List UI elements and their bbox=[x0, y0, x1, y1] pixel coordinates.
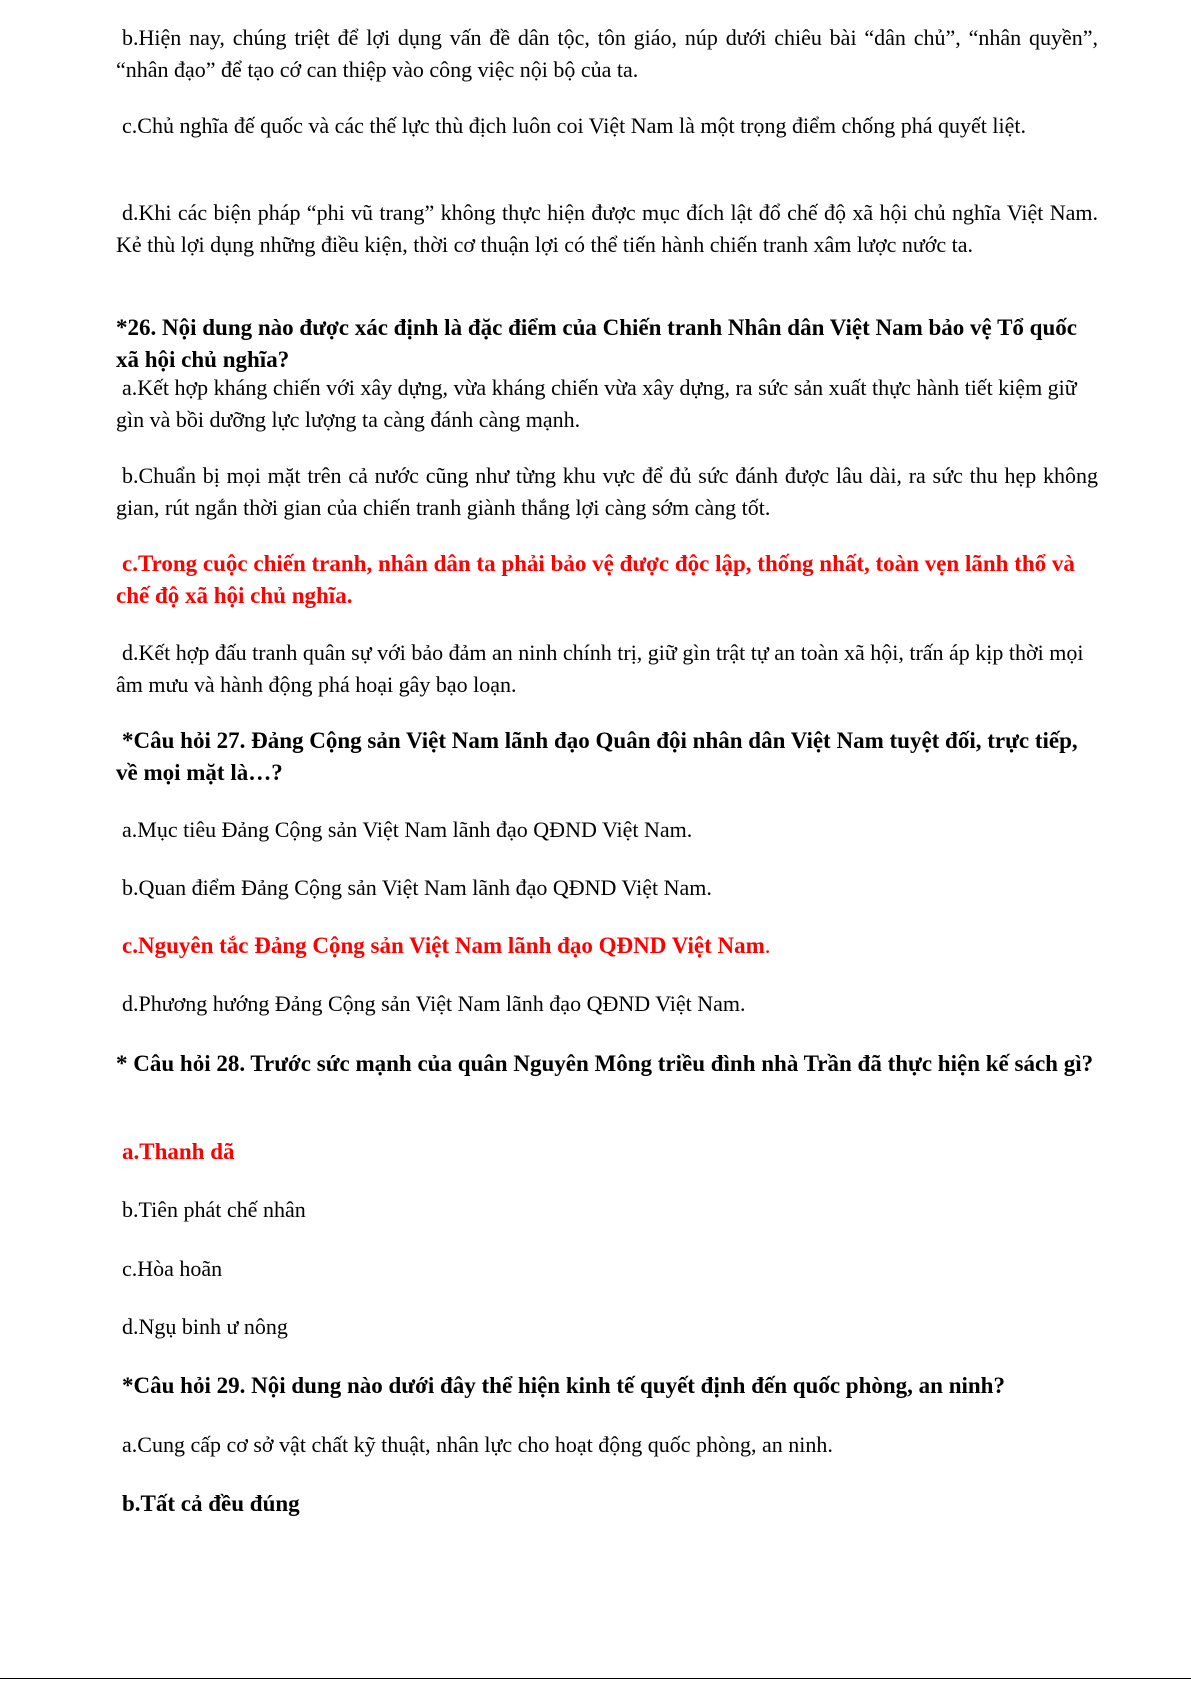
q26-option-a: a.Kết hợp kháng chiến với xây dựng, vừa kháng chiến vừa xây dựng, ra sức sản xuất thực hành tiết kiệm giữ gìn và bồi dưỡng lực lượng ta càng đánh càng mạnh. bbox=[116, 375, 1077, 432]
q28-option-a-correct: a.Thanh dã bbox=[122, 1139, 235, 1164]
q25-option-d: d.Khi các biện pháp “phi vũ trang” không thực hiện được mục đích lật đổ chế độ xã hội chủ nghĩa Việt Nam. Kẻ thù lợi dụng những điều kiện, thời cơ thuận lợi có thể tiến hành chiến tranh xâm lược nước ta. bbox=[116, 200, 1098, 257]
q27-option-b: b.Quan điểm Đảng Cộng sản Việt Nam lãnh đạo QĐND Việt Nam. bbox=[122, 875, 712, 900]
q26-option-c-correct: c.Trong cuộc chiến tranh, nhân dân ta phải bảo vệ được độc lập, thống nhất, toàn vẹn lãnh thổ và chế độ xã hội chủ nghĩa. bbox=[116, 551, 1075, 608]
q28-option-b: b.Tiên phát chế nhân bbox=[122, 1197, 306, 1222]
q25-option-b: b.Hiện nay, chúng triệt để lợi dụng vấn đề dân tộc, tôn giáo, núp dưới chiêu bài “dân chủ”, “nhân quyền”, “nhân đạo” để tạo cớ can thiệp vào công việc nội bộ của ta. bbox=[116, 25, 1098, 82]
q26-option-d: d.Kết hợp đấu tranh quân sự với bảo đảm an ninh chính trị, giữ gìn trật tự an toàn xã hội, trấn áp kịp thời mọi âm mưu và hành động phá hoại gây bạo loạn. bbox=[116, 640, 1084, 697]
q28-question: * Câu hỏi 28. Trước sức mạnh của quân Nguyên Mông triều đình nhà Trần đã thực hiện kế sách gì? bbox=[116, 1051, 1094, 1076]
q27-option-c-period: . bbox=[764, 933, 771, 958]
q26-option-b: b.Chuẩn bị mọi mặt trên cả nước cũng như từng khu vực để đủ sức đánh được lâu dài, ra sức thu hẹp không gian, rút ngắn thời gian của chiến tranh giành thắng lợi càng sớm càng tốt. bbox=[116, 463, 1098, 520]
q29-option-a: a.Cung cấp cơ sở vật chất kỹ thuật, nhân lực cho hoạt động quốc phòng, an ninh. bbox=[122, 1432, 833, 1457]
page-bottom-rule bbox=[0, 1678, 1191, 1679]
q28-option-d: d.Ngụ binh ư nông bbox=[122, 1314, 288, 1339]
q28-option-c: c.Hòa hoãn bbox=[122, 1256, 223, 1281]
q26-question: *26. Nội dung nào được xác định là đặc điểm của Chiến tranh Nhân dân Việt Nam bảo vệ Tổ quốc xã hội chủ nghĩa? bbox=[116, 315, 1077, 372]
q27-option-d: d.Phương hướng Đảng Cộng sản Việt Nam lãnh đạo QĐND Việt Nam. bbox=[122, 991, 746, 1016]
q27-option-c-line bbox=[116, 930, 1098, 962]
q27-question: *Câu hỏi 27. Đảng Cộng sản Việt Nam lãnh đạo Quân đội nhân dân Việt Nam tuyệt đối, trực tiếp, về mọi mặt là…? bbox=[116, 728, 1078, 785]
q25-option-c: c.Chủ nghĩa đế quốc và các thế lực thù địch luôn coi Việt Nam là một trọng điểm chống phá quyết liệt. bbox=[122, 113, 1027, 138]
q29-question: *Câu hỏi 29. Nội dung nào dưới đây thể hiện kinh tế quyết định đến quốc phòng, an ninh? bbox=[122, 1373, 1005, 1398]
q29-option-b: b.Tất cả đều đúng bbox=[122, 1491, 300, 1516]
q27-option-a: a.Mục tiêu Đảng Cộng sản Việt Nam lãnh đạo QĐND Việt Nam. bbox=[122, 817, 693, 842]
q27-option-c-correct: c.Nguyên tắc Đảng Cộng sản Việt Nam lãnh đạo QĐND Việt Nam bbox=[122, 933, 765, 958]
